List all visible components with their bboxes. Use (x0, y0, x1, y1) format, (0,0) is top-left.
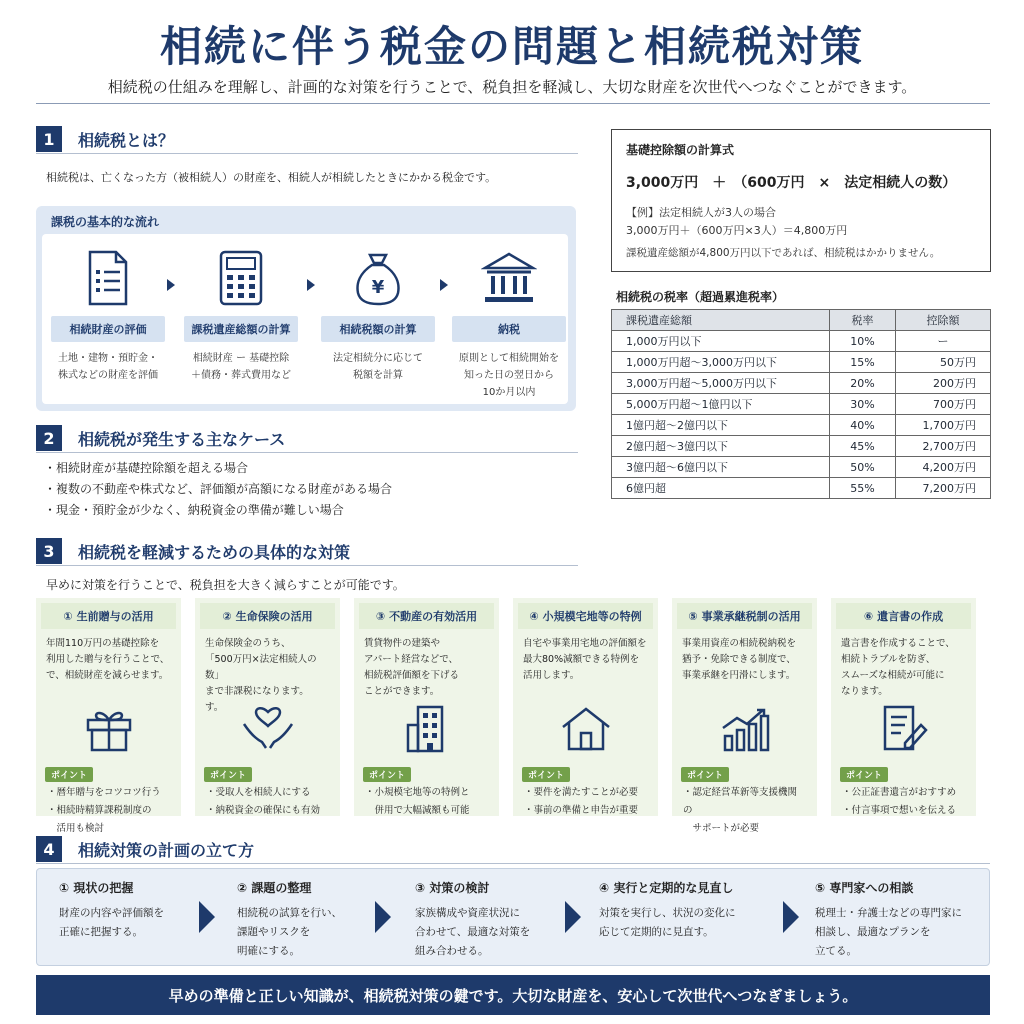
table-cell: 7,200万円 (896, 478, 991, 499)
plan-step-title: ① 現状の把握 (59, 881, 134, 895)
header-divider (36, 103, 990, 104)
flow-step (321, 246, 435, 384)
table-row (612, 415, 991, 436)
measure-cards (36, 598, 990, 834)
flow-step (184, 246, 298, 384)
chevron-right-icon (783, 901, 799, 933)
table-cell: 45% (830, 436, 896, 457)
table-cell: 10% (830, 331, 896, 352)
plan-step-title: ⑤ 専門家への相談 (815, 881, 914, 895)
plan-step-desc: 対策を実行し、状況の変化に 応じて定期的に見直す。 (599, 907, 736, 938)
tax-rate-table (611, 309, 991, 499)
point-item: サポートが必要 (683, 823, 760, 834)
table-cell: 4,200万円 (896, 457, 991, 478)
table-cell: 700万円 (896, 394, 991, 415)
table-cell: 50% (830, 457, 896, 478)
flow-step-desc: 法定相続分に応じて 税額を計算 (333, 353, 423, 381)
plan-step-desc: 家族構成や資産状況に 合わせて、最適な対策を 組み合わせる。 (415, 907, 531, 957)
point-item: ・納税資金の確保にも有効 (206, 805, 321, 816)
point-item: 活用も検討 (47, 823, 105, 834)
table-header-row (612, 310, 991, 331)
formula-expression: 3,000万円 ＋ （600万円 × 法定相続人の数） (626, 175, 957, 191)
list-item: ・現金・預貯金が少なく、納税資金の準備が難しい場合 (44, 503, 344, 517)
plan-step-title: ② 課題の整理 (237, 881, 312, 895)
point-item: ・公正証書遺言がおすすめ (842, 787, 957, 798)
flow-step-desc: 原則として相続開始を 知った日の翌日から 10か月以内 (459, 353, 559, 398)
table-row (612, 394, 991, 415)
card-body: 賃貸物件の建築や アパート経営などで、 相続税評価額を下げる ことができます。 (364, 638, 460, 697)
flow-step-desc: 相続財産 ー 基礎控除 ＋債務・葬式費用など (191, 353, 291, 381)
table-cell: 15% (830, 352, 896, 373)
tax-flow-title: 課税の基本的な流れ (51, 215, 160, 229)
measure-card (195, 598, 340, 816)
table-cell: 1,700万円 (896, 415, 991, 436)
plan-step-desc: 相続税の試算を行い、 課題やリスクを 明確にする。 (237, 907, 342, 957)
section-underline (36, 153, 578, 154)
flow-step-label: 納税 (452, 316, 566, 342)
plan-step (815, 879, 990, 961)
basic-deduction-formula-box (611, 129, 991, 272)
chevron-right-icon (565, 901, 581, 933)
calculator-icon (184, 246, 298, 310)
formula-example-label: 【例】法定相続人が3人の場合 (626, 206, 776, 219)
card-body: 生命保険金のうち、 「500万円×法定相続人の数」 まで非課税になります。 す。 (205, 638, 317, 713)
point-badge: ポイント (363, 767, 411, 782)
flow-step-desc: 土地・建物・預貯金・ 株式などの財産を評価 (58, 353, 158, 381)
plan-step-desc: 税理士・弁護士などの専門家に 相談し、最適なプランを 立てる。 (815, 907, 962, 957)
point-badge: ポイント (681, 767, 729, 782)
section-underline (36, 452, 578, 453)
table-cell: 1,000万円以下 (612, 331, 830, 352)
measure-card (831, 598, 976, 816)
card-title: ② 生命保険の活用 (200, 603, 335, 629)
table-cell: 30% (830, 394, 896, 415)
plan-step (415, 879, 585, 961)
point-item: ・相続時精算課税制度の (47, 805, 152, 816)
card-body: 遺言書を作成することで、 相続トラブルを防ぎ、 スムーズな相続が可能に なります。 (841, 638, 955, 697)
chevron-right-icon (199, 901, 215, 933)
section-number: 3 (36, 538, 62, 564)
section-3-header (36, 538, 578, 564)
page-title: 相続に伴う税金の問題と相続税対策 (159, 22, 864, 71)
table-cell: 6億円超 (612, 478, 830, 499)
card-title: ⑥ 遺言書の作成 (836, 603, 971, 629)
gift-icon (41, 693, 176, 763)
section-2-header (36, 425, 578, 451)
table-row (612, 478, 991, 499)
column-header: 控除額 (896, 310, 991, 331)
list-item: ・相続財産が基礎控除額を超える場合 (44, 461, 249, 475)
flow-step-label: 課税遺産総額の計算 (184, 316, 298, 342)
section-number: 1 (36, 126, 62, 152)
document-pen-icon (836, 693, 971, 763)
formula-note: 課税遺産総額が4,800万円以下であれば、相続税はかかりません。 (626, 247, 941, 259)
point-item: ・受取人を相続人にする (206, 787, 311, 798)
arrow-right-icon (167, 279, 175, 291)
page-subtitle: 相続税の仕組みを理解し、計画的な対策を行うことで、税負担を軽減し、大切な財産を次世代へつなぐことができます。 (107, 78, 917, 96)
measure-card (354, 598, 499, 816)
table-row (612, 457, 991, 478)
formula-heading: 基礎控除額の計算式 (626, 143, 735, 157)
table-cell: ー (896, 331, 991, 352)
bank-building-icon (452, 246, 566, 310)
card-points (518, 782, 653, 822)
point-badge: ポイント (522, 767, 570, 782)
column-header: 税率 (830, 310, 896, 331)
section-1-header (36, 126, 578, 152)
section-number: 4 (36, 836, 62, 862)
card-points (836, 782, 971, 822)
measure-card (36, 598, 181, 834)
tax-rate-title: 相続税の税率（超過累進税率） (616, 290, 785, 304)
table-cell: 200万円 (896, 373, 991, 394)
table-cell: 5,000万円超～1億円以下 (612, 394, 830, 415)
section-1-body: 相続税は、亡くなった方（被相続人）の財産を、相続人が相続したときにかかる税金です。 (46, 171, 497, 184)
section-4-header (36, 836, 990, 862)
arrow-right-icon (440, 279, 448, 291)
card-points (677, 782, 812, 840)
card-title: ④ 小規模宅地等の特例 (518, 603, 653, 629)
table-cell: 2,700万円 (896, 436, 991, 457)
plan-step-title: ③ 対策の検討 (415, 881, 490, 895)
point-item: ・暦年贈与をコツコツ行う (47, 787, 161, 798)
formula-example-calc: 3,000万円＋（600万円×3人）＝4,800万円 (626, 224, 848, 237)
section-underline (36, 863, 990, 864)
flow-step-label: 相続財産の評価 (51, 316, 165, 342)
document-list-icon (51, 246, 165, 310)
table-cell: 2億円超～3億円以下 (612, 436, 830, 457)
table-row (612, 436, 991, 457)
column-header: 課税遺産総額 (612, 310, 830, 331)
flow-step-label: 相続税額の計算 (321, 316, 435, 342)
chevron-right-icon (375, 901, 391, 933)
section-3-intro: 早めに対策を行うことで、税負担を大きく減らすことが可能です。 (46, 578, 405, 592)
table-cell: 3億円超～6億円以下 (612, 457, 830, 478)
flow-step (51, 246, 165, 384)
section-underline (36, 565, 578, 566)
point-item: 併用で大幅減額も可能 (365, 805, 470, 816)
card-body: 年間110万円の基礎控除を 利用した贈与を行うことで、 で、相続財産を減らせます。 (46, 638, 170, 681)
table-row (612, 331, 991, 352)
section-title: 相続税が発生する主なケース (78, 429, 286, 449)
plan-step-title: ④ 実行と定期的な見直し (599, 881, 734, 895)
point-item: ・付言事項で想いを伝える (842, 805, 957, 816)
section-title: 相続対策の計画の立て方 (78, 840, 255, 860)
apartment-building-icon (359, 693, 494, 763)
plan-step-desc: 財産の内容や評価額を 正確に把握する。 (59, 907, 164, 938)
section-title: 相続税とは？ (78, 130, 175, 150)
card-title: ⑤ 事業承継税制の活用 (677, 603, 812, 629)
point-item: ・小規模宅地等の特例と (365, 787, 470, 798)
table-cell: 1億円超～2億円以下 (612, 415, 830, 436)
card-points (41, 782, 176, 840)
table-cell: 20% (830, 373, 896, 394)
table-row (612, 352, 991, 373)
flow-step (452, 246, 566, 401)
point-item: ・認定経営革新等支援機関の (683, 787, 798, 816)
measure-card (513, 598, 658, 816)
yen-money-bag-icon (321, 246, 435, 310)
card-body: 事業用資産の相続税納税を 猶予・免除できる制度で、 事業承継を円滑にします。 (682, 638, 797, 681)
svg-text:¥: ¥ (371, 277, 385, 298)
table-cell: 50万円 (896, 352, 991, 373)
point-badge: ポイント (204, 767, 252, 782)
point-badge: ポイント (840, 767, 888, 782)
list-item: ・複数の不動産や株式など、評価額が高額になる財産がある場合 (44, 482, 393, 496)
plan-steps-panel (36, 868, 990, 966)
table-cell: 3,000万円超～5,000万円以下 (612, 373, 830, 394)
card-body: 自宅や事業用宅地の評価額を 最大80%減額できる特例を 活用します。 (523, 638, 647, 681)
card-title: ① 生前贈与の活用 (41, 603, 176, 629)
card-points (200, 782, 335, 822)
section-title: 相続税を軽減するための具体的な対策 (78, 542, 351, 562)
growth-chart-icon (677, 693, 812, 763)
plan-step (599, 879, 779, 942)
point-item: ・事前の準備と申告が重要 (524, 805, 639, 816)
card-points (359, 782, 494, 822)
section-number: 2 (36, 425, 62, 451)
table-cell: 40% (830, 415, 896, 436)
measure-card (672, 598, 817, 834)
arrow-right-icon (307, 279, 315, 291)
table-row (612, 373, 991, 394)
table-cell: 55% (830, 478, 896, 499)
footer-banner: 早めの準備と正しい知識が、相続税対策の鍵です。大切な財産を、安心して次世代へつなぎましょう。 (36, 975, 990, 1015)
table-cell: 1,000万円超～3,000万円以下 (612, 352, 830, 373)
point-badge: ポイント (45, 767, 93, 782)
card-title: ③ 不動産の有効活用 (359, 603, 494, 629)
cases-list (44, 458, 392, 521)
house-icon (518, 693, 653, 763)
point-item: ・要件を満たすことが必要 (524, 787, 639, 798)
